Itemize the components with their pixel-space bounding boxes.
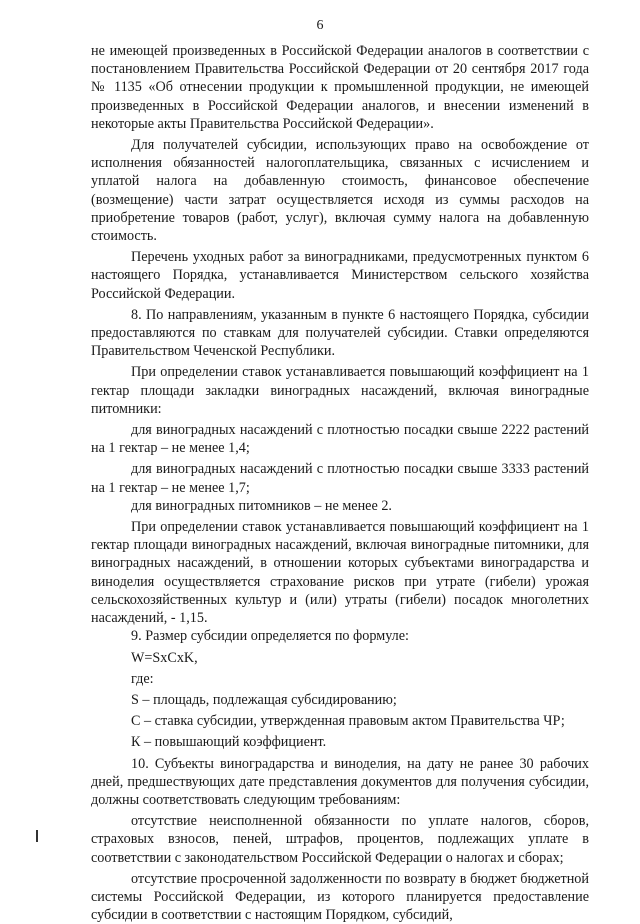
requirement-no-tax-debt: отсутствие неисполненной обязанности по уплате налогов, сборов, страховых взносов, пеней, штрафов, процентов, подлежащих уплате в соответствии с законодательством Российской Федерации о налогах и сборах;	[91, 813, 589, 866]
formula-c-definition: С – ставка субсидии, утвержденная правовым актом Правительства ЧР;	[131, 713, 565, 730]
paragraph-item-8: 8. По направлениям, указанным в пункте 6 настоящего Порядка, субсидии предоставляются по ставкам для получателей субсидии. Ставки определяются Правительством Чеченской Республики.	[91, 306, 589, 360]
paragraph-density-2222: для виноградных насаждений с плотностью посадки свыше 2222 растений на 1 гектар – не менее 1,4;	[91, 422, 589, 457]
page-number: 6	[316, 18, 324, 33]
requirement-no-overdue-debt: отсутствие просроченной задолженности по возврату в бюджет бюджетной системы Российской Федерации, из которого планируется предоставление субсидии в соответствии с настоящим Порядком, субсидий,	[91, 870, 589, 924]
paragraph-vat-exemption: Для получателей субсидии, использующих право на освобождение от исполнения обязанностей налогоплательщика, связанных с исчислением и уплатой налога на добавленную стоимость, финансовое обеспечение (возмещение) части затрат осуществляется исходя из суммы расходов на приобретение товаров (работ, услуг), включая сумму налога на добавленную стоимость.	[91, 137, 589, 245]
paragraph-density-3333: для виноградных насаждений с плотностью посадки свыше 3333 растений на 1 гектар – не менее 1,7;	[91, 461, 589, 496]
margin-mark	[36, 830, 38, 842]
formula: W=SxCxK,	[131, 649, 198, 666]
document-body	[91, 42, 589, 924]
formula-s-definition: S – площадь, подлежащая субсидированию;	[131, 691, 397, 708]
paragraph-care-works-list: Перечень уходных работ за виноградниками, предусмотренных пунктом 6 настоящего Порядка, устанавливается Министерством сельского хозяйства Российской Федерации.	[91, 249, 589, 302]
paragraph-continuation: не имеющей произведенных в Российской Федерации аналогов в соответствии с постановлением Правительства Российской Федерации от 20 сентября 2017 года № 1135 «Об отнесении продукции к промышленной продукции, не имеющей произведенных в Российской Федерации аналогов, и внесении изменений в некоторые акты Правительства Российской Федерации».	[91, 43, 589, 132]
paragraph-item-10: 10. Субъекты виноградарства и виноделия, на дату не ранее 30 рабочих дней, предшествующих дате представления документов для получения субсидии, должны соответствовать следующим требованиям:	[91, 755, 589, 808]
paragraph-nurseries: для виноградных питомников – не менее 2.	[131, 497, 392, 514]
paragraph-item-9: 9. Размер субсидии определяется по формуле:	[131, 628, 409, 645]
formula-k-definition: К – повышающий коэффициент.	[131, 734, 327, 751]
formula-where: где:	[131, 670, 154, 687]
paragraph-coefficient-intro: При определении ставок устанавливается повышающий коэффициент на 1 гектар площади закладки виноградных насаждений, включая виноградные питомники:	[91, 364, 589, 417]
paragraph-insurance-coefficient: При определении ставок устанавливается повышающий коэффициент на 1 гектар площади виноградных насаждений, включая виноградные питомники, для виноградных насаждений, в отношении которых субъектами виноградарства и виноделия осуществляется страхование рисков при утрате (гибели) урожая сельскохозяйственных культур и (или) утраты (гибели) посадок многолетних насаждений, - 1,15.	[91, 519, 589, 627]
